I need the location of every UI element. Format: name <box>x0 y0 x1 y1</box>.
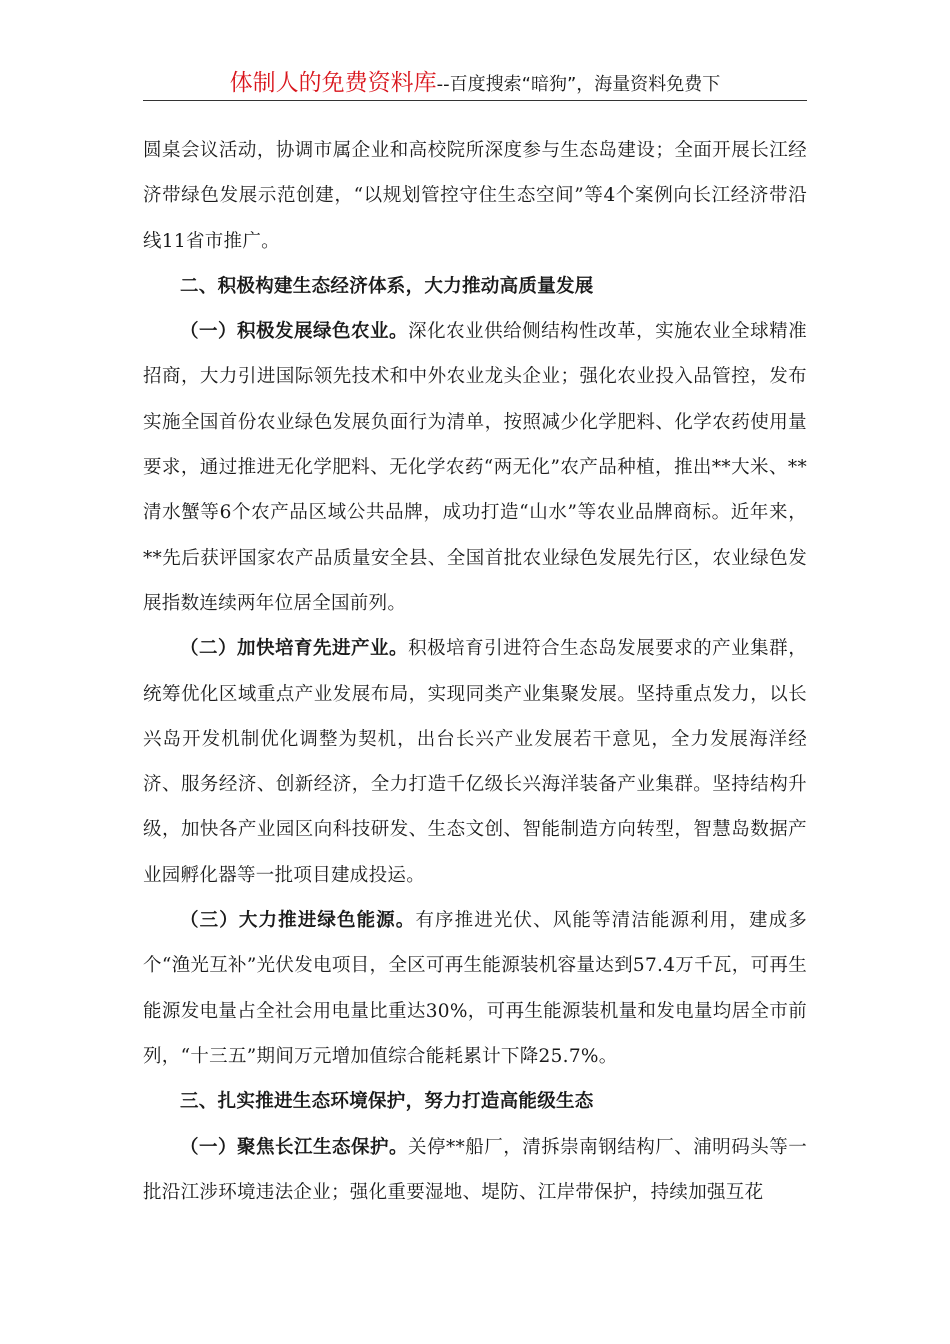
text-green-energy: 有序推进光伏、风能等清洁能源利用，建成多个“渔光互补”光伏发电项目，全区可再生能源装机容量达到57.4万千瓦，可再生能源发电量占全社会用电量比重达30%，可再生能源装机量和发电量均居全市前列，“十三五”期间万元增加值综合能耗累计下降25.7%。 <box>143 910 807 1067</box>
section-heading-2: 二、积极构建生态经济体系，大力推动高质量发展 <box>180 275 594 297</box>
paragraph-advanced-industry <box>143 626 807 898</box>
section-heading-3: 三、扎实推进生态环境保护，努力打造高能级生态 <box>180 1091 594 1113</box>
header-note: --百度搜索“暗狗”，海量资料免费下 <box>436 74 721 95</box>
text-yangtze-protection: 关停**船厂，清拆崇南钢结构厂、浦明码头等一批沿江涉环境违法企业；强化重要湿地、堤防、江岸带保护，持续加强互花 <box>143 1136 807 1203</box>
text-green-agriculture: 深化农业供给侧结构性改革，实施农业全球精准招商，大力引进国际领先技术和中外农业龙头企业；强化农业投入品管控，发布实施全国首份农业绿色发展负面行为清单，按照减少化学肥料、化学农药使用量要求，通过推进无化学肥料、无化学农药“两无化”农产品种植，推出**大米、**清水蟹等6个农产品区域公共品牌，成功打造“山水”等农业品牌商标。近年来，**先后获评国家农产品质量安全县、全国首批农业绿色发展先行区，农业绿色发展指数连续两年位居全国前列。 <box>143 321 807 614</box>
paragraph-continuation: 圆桌会议活动，协调市属企业和高校院所深度参与生态岛建设；全面开展长江经济带绿色发展示范创建，“以规划管控守住生态空间”等4个案例向长江经济带沿线11省市推广。 <box>143 140 807 252</box>
subheading-advanced-industry: （二）加快培育先进产业。 <box>180 638 409 660</box>
header-brand: 体制人的免费资料库 <box>229 70 437 96</box>
text-advanced-industry: 积极培育引进符合生态岛发展要求的产业集群，统筹优化区域重点产业发展布局，实现同类产业集聚发展。坚持重点发力，以长兴岛开发机制优化调整为契机，出台长兴产业发展若干意见，全力发展海洋经济、服务经济、创新经济，全力打造千亿级长兴海洋装备产业集群。坚持结构升级，加快各产业园区向科技研发、生态文创、智能制造方向转型，智慧岛数据产业园孵化器等一批项目建成投运。 <box>143 638 807 886</box>
paragraph-green-energy <box>143 898 807 1079</box>
document-body <box>143 128 807 1215</box>
paragraph-green-agriculture <box>143 309 807 626</box>
page-header <box>143 66 807 101</box>
paragraph-yangtze-protection <box>143 1125 807 1216</box>
subheading-yangtze-protection: （一）聚焦长江生态保护。 <box>180 1136 408 1158</box>
subheading-green-agriculture: （一）积极发展绿色农业。 <box>180 321 409 343</box>
subheading-green-energy: （三）大力推进绿色能源。 <box>180 910 416 932</box>
